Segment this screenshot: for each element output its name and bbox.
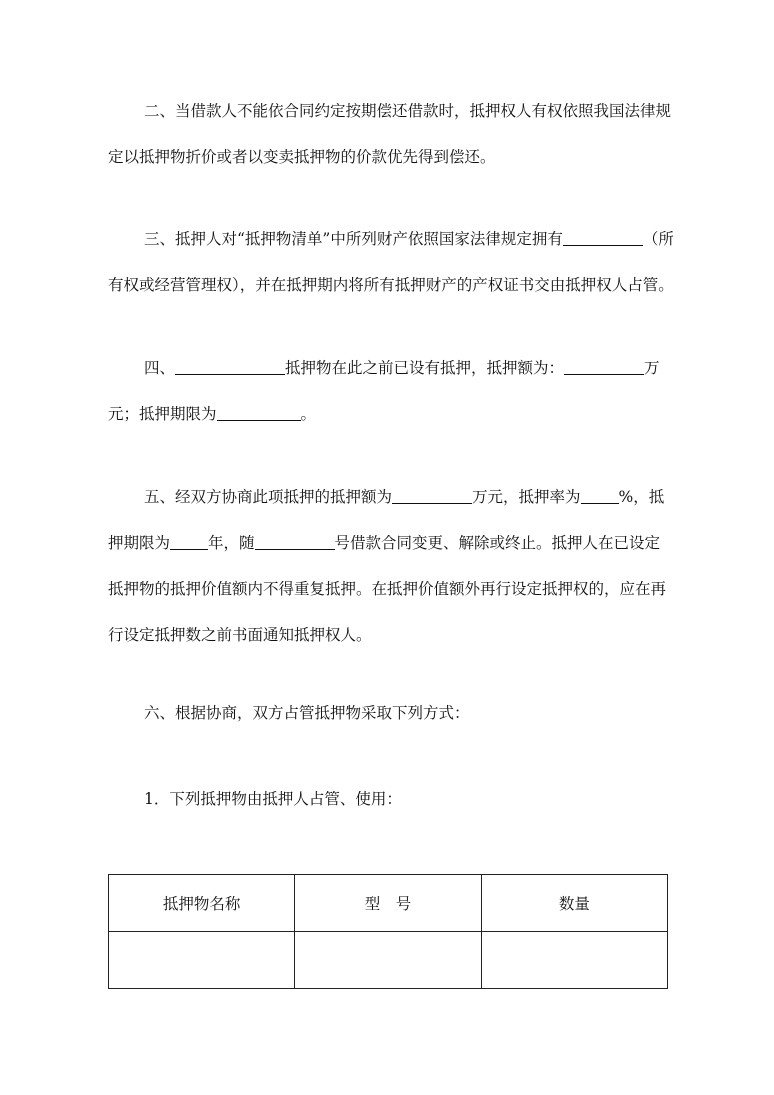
collateral-table [108, 874, 668, 989]
table-cell [295, 932, 481, 989]
ownership-type-blank [563, 231, 643, 246]
item-1-line [108, 790, 402, 808]
header-quantity: 数量 [481, 875, 667, 932]
clause-5-text-1a: 五、经双方协商此项抵押的抵押额为 [144, 488, 393, 506]
item-1-text: 1．下列抵押物由抵押人占管、使用： [144, 790, 402, 808]
clause-3-text-1a: 三、抵押人对“抵押物清单”中所列财产依照国家法律规定拥有 [144, 230, 563, 248]
clause-4-text-1a: 四、 [144, 359, 176, 377]
clause-4 [108, 345, 668, 437]
prior-amount-blank [564, 360, 644, 375]
clause-5-text-1b: 万元，抵押率为 [472, 488, 581, 506]
clause-3-line-1 [108, 230, 674, 248]
clause-2-line-1 [108, 102, 671, 120]
clause-5-text-2c: 号借款合同变更、解除或终止。抵押人在已设定 [334, 534, 661, 552]
header-model: 型 号 [295, 875, 481, 932]
clause-2 [108, 88, 672, 180]
table-header-row [109, 875, 668, 932]
clause-2-text-1: 二、当借款人不能依合同约定按期偿还借款时，抵押权人有权依照我国法律规 [144, 102, 672, 120]
clause-4-line-2 [108, 405, 316, 423]
table-row [109, 932, 668, 989]
clause-4-text-1b: 抵押物在此之前已设有抵押，抵押额为： [285, 359, 565, 377]
clause-3-line-2: 有权或经营管理权），并在抵押期内将所有抵押财产的产权证书交由抵押权人占管。 [108, 276, 674, 294]
clause-5-line-4: 行设定抵押数之前书面通知抵押权人。 [108, 626, 372, 644]
clause-3-text-1b: （所 [642, 230, 674, 248]
clause-4-text-2b: 。 [300, 405, 317, 423]
clause-4-text-2a: 元；抵押期限为 [108, 405, 217, 423]
clause-5-text-2b: 年，随 [208, 534, 255, 552]
clause-2-line-2: 定以抵押物折价或者以变卖抵押物的价款优先得到偿还。 [108, 148, 496, 166]
prior-collateral-blank [175, 360, 285, 375]
header-collateral-name: 抵押物名称 [109, 875, 295, 932]
table-cell [481, 932, 667, 989]
clause-3 [108, 216, 674, 308]
clause-4-line-1 [108, 359, 660, 377]
clause-4-text-1c: 万 [644, 359, 660, 377]
mortgage-term-blank [170, 535, 208, 550]
mortgage-rate-blank [581, 489, 619, 504]
clause-5 [108, 474, 668, 658]
clause-5-line-1 [108, 488, 664, 506]
clause-5-text-2a: 押期限为 [108, 534, 171, 552]
table-cell [109, 932, 295, 989]
loan-contract-number-blank [255, 535, 335, 550]
clause-5-line-3: 抵押物的抵押价值额内不得重复抵押。在抵押价值额外再行设定抵押权的，应在再 [108, 580, 667, 598]
prior-term-blank [217, 406, 301, 421]
clause-5-text-1c: %，抵 [618, 488, 665, 506]
clause-6-text: 六、根据协商，双方占管抵押物采取下列方式： [144, 704, 470, 722]
clause-6-line-1 [108, 704, 470, 722]
clause-5-line-2 [108, 534, 660, 552]
item-1 [108, 776, 668, 822]
clause-6 [108, 690, 668, 736]
mortgage-amount-blank [392, 489, 472, 504]
